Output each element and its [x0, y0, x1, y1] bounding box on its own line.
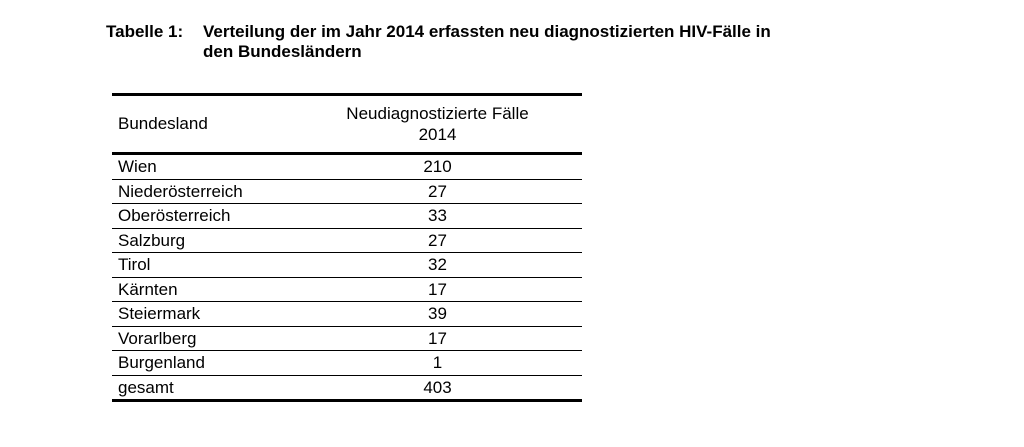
- cell-cases: 39: [428, 304, 447, 324]
- table-row: [112, 154, 582, 180]
- table-row: [112, 228, 582, 253]
- table-row: [112, 326, 582, 351]
- cell-bundesland: Salzburg: [118, 230, 186, 250]
- cell-bundesland: Oberösterreich: [118, 206, 231, 226]
- caption-line-2: den Bundesländern: [203, 42, 362, 61]
- cell-bundesland: Niederösterreich: [118, 181, 243, 201]
- cell-cases: 27: [428, 181, 447, 201]
- header-cases-line-1: Neudiagnostizierte Fälle: [346, 104, 529, 123]
- cell-cases: 210: [423, 157, 452, 177]
- cell-bundesland: Tirol: [118, 255, 151, 275]
- table-row: [112, 253, 582, 278]
- caption-title: Verteilung der im Jahr 2014 erfassten neu diagnostizierten HIV-Fälle in: [203, 22, 771, 41]
- cell-bundesland: Vorarlberg: [118, 328, 197, 348]
- cell-bundesland: Burgenland: [118, 353, 205, 373]
- cell-cases-total: 403: [423, 377, 452, 397]
- header-bundesland: Bundesland: [118, 114, 208, 133]
- table-row: [112, 204, 582, 229]
- cell-bundesland: Steiermark: [118, 304, 201, 324]
- cell-cases: 1: [432, 353, 443, 373]
- table-row: [112, 277, 582, 302]
- cell-cases: 33: [428, 206, 447, 226]
- cell-cases: 32: [428, 255, 447, 275]
- caption-label: Tabelle 1:: [106, 22, 184, 41]
- table-caption: [106, 22, 906, 62]
- cell-bundesland: Wien: [118, 157, 157, 177]
- table-row-total: [112, 375, 582, 401]
- table-header-row: [112, 95, 582, 154]
- cell-cases: 27: [428, 230, 447, 250]
- table-row: [112, 351, 582, 376]
- header-cases: [293, 95, 582, 154]
- table-row: [112, 302, 582, 327]
- cell-bundesland-total: gesamt: [118, 377, 174, 397]
- cell-cases: 17: [428, 328, 447, 348]
- header-cases-line-2: 2014: [418, 125, 457, 144]
- table-row: [112, 179, 582, 204]
- cell-cases: 17: [428, 279, 447, 299]
- caption-line-1: [106, 22, 906, 42]
- hiv-cases-table: [112, 93, 582, 402]
- cell-bundesland: Kärnten: [118, 279, 178, 299]
